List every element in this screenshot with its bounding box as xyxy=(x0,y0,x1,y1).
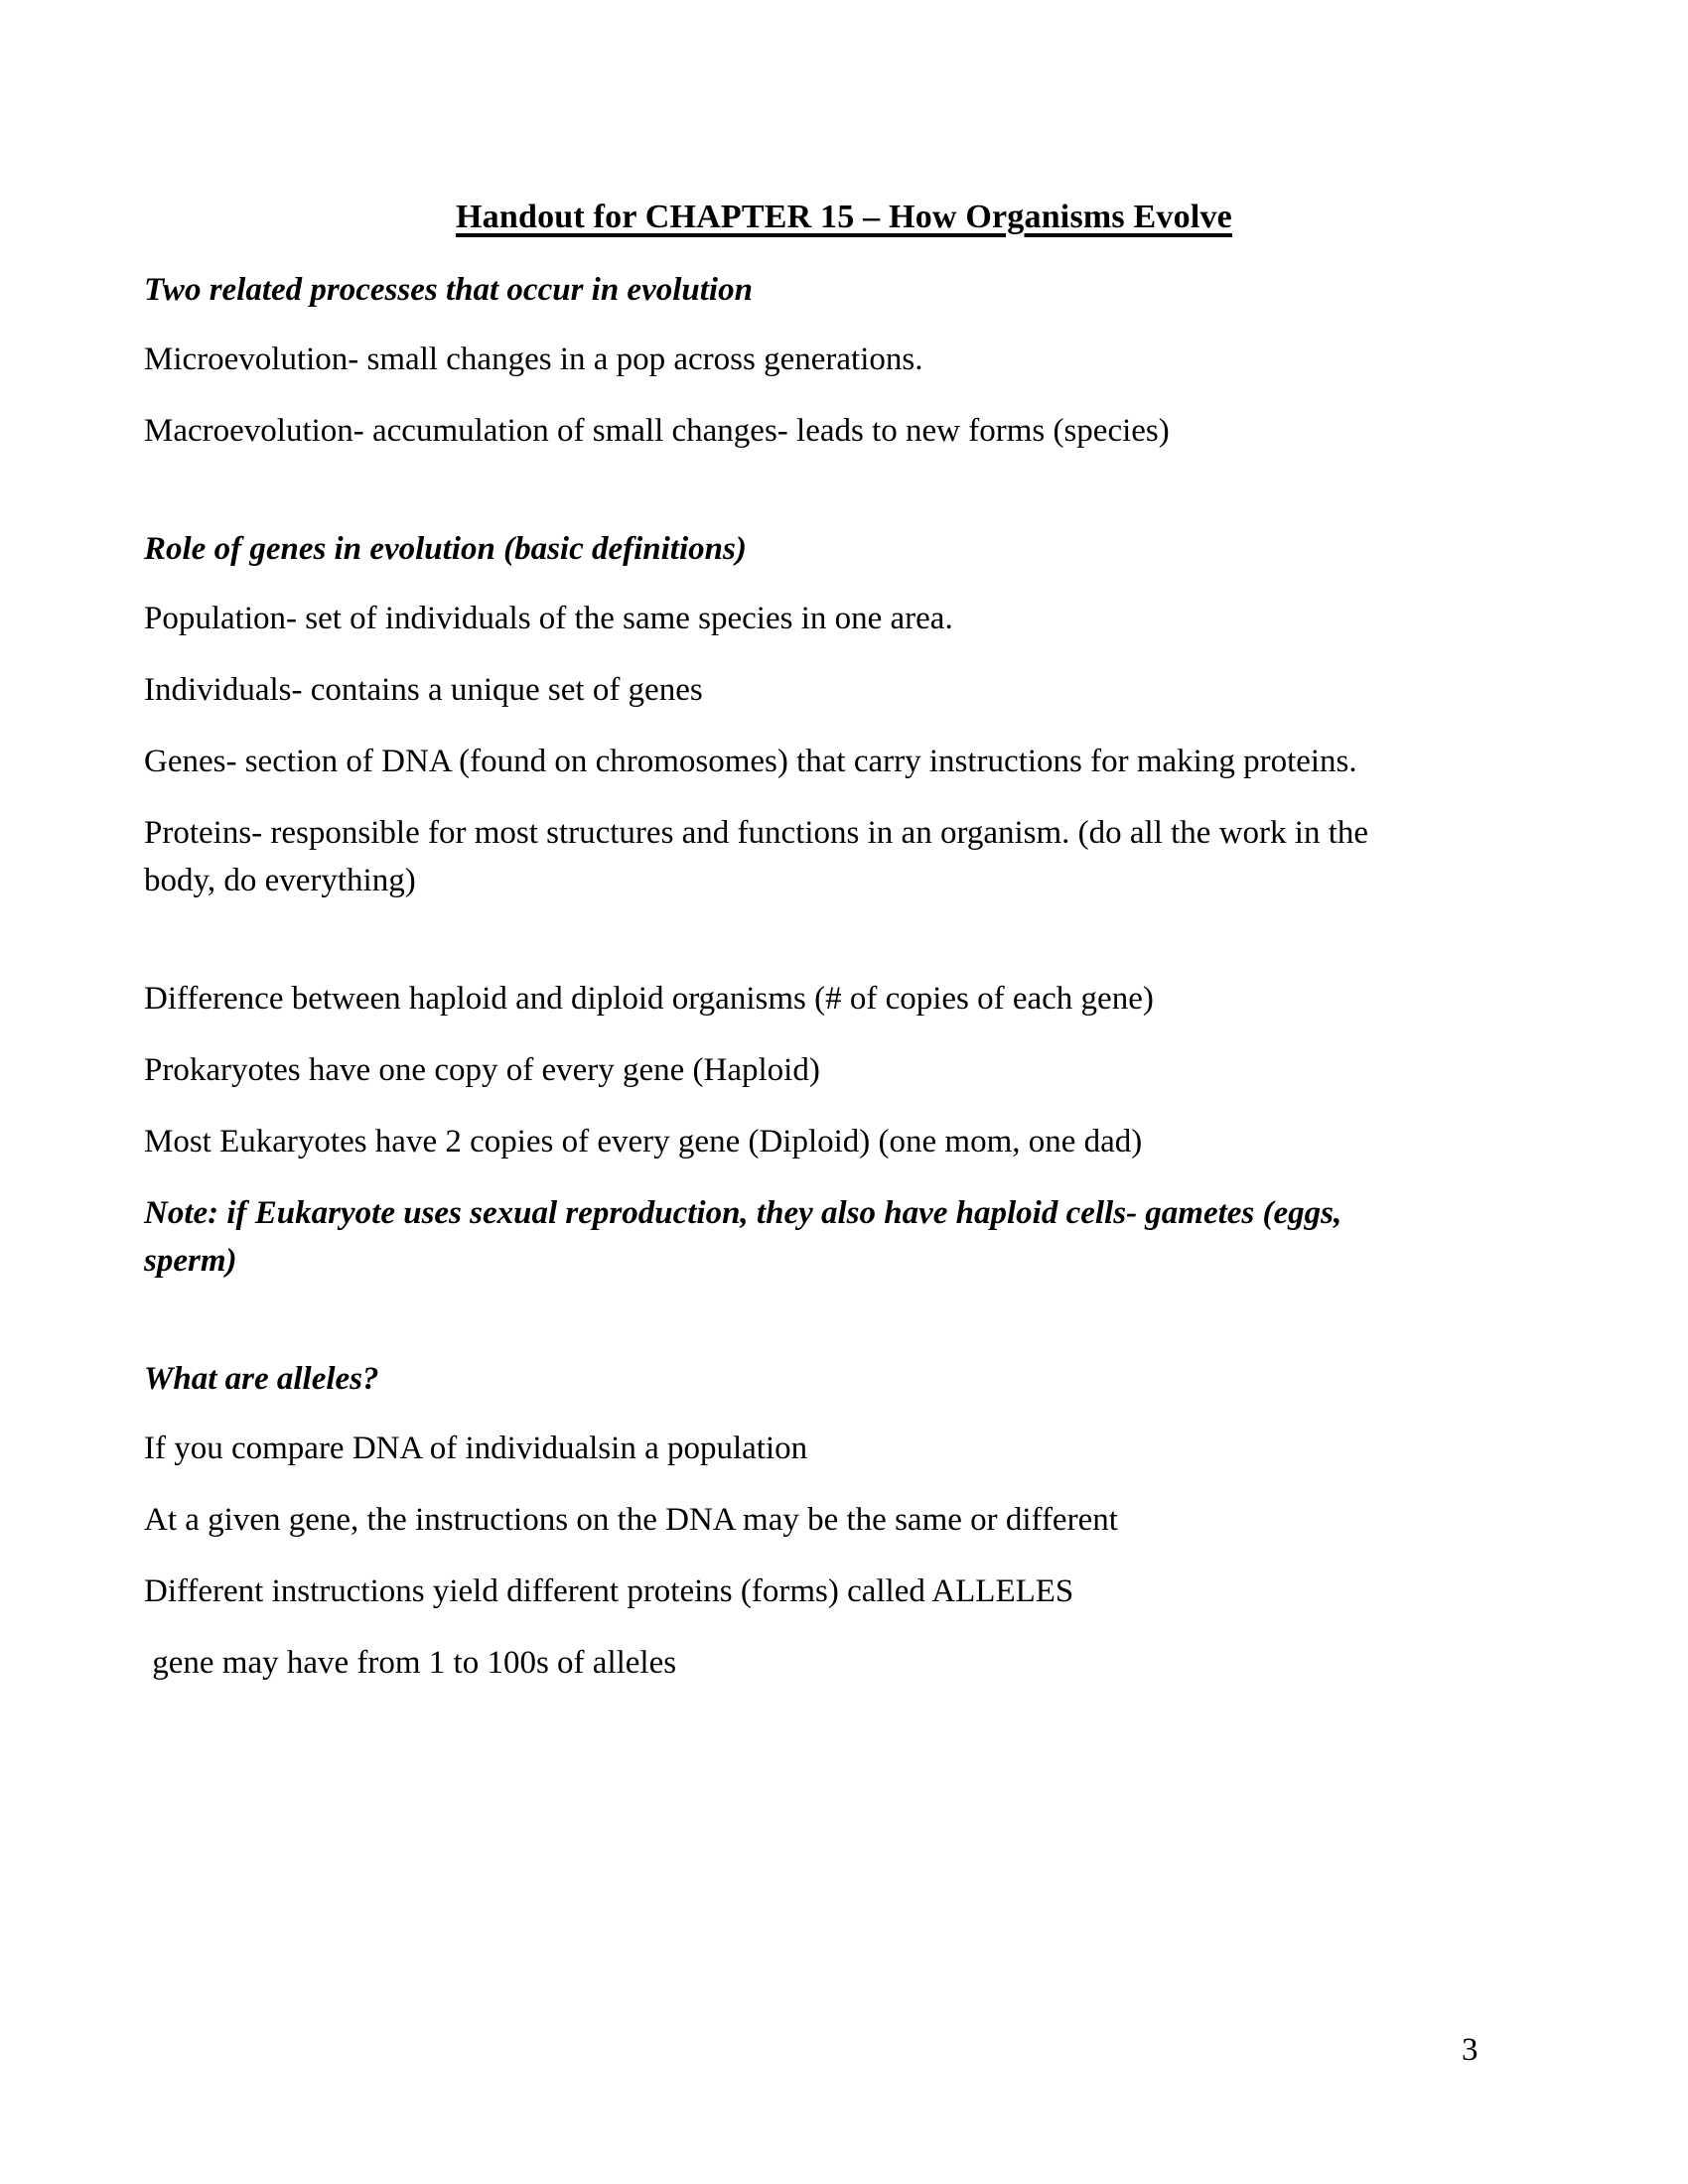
paragraph-line: body, do everything) xyxy=(144,863,416,898)
paragraph-prokaryotes xyxy=(144,1046,1628,1094)
section-two-related-processes xyxy=(144,266,1628,455)
paragraph-different-instructions xyxy=(144,1568,1628,1615)
paragraph-line: Prokaryotes have one copy of every gene (Haploid) xyxy=(144,1052,820,1088)
page-number: 3 xyxy=(1462,2032,1478,2068)
paragraph-line: If you compare DNA of individualsin a population xyxy=(144,1431,808,1466)
paragraph-line: sperm) xyxy=(144,1243,237,1279)
paragraph-line: Difference between haploid and diploid organisms (# of copies of each gene) xyxy=(144,981,1154,1017)
paragraph-line: Proteins- responsible for most structures and functions in an organism. (do all the work in the xyxy=(144,815,1369,851)
paragraph-line: Genes- section of DNA (found on chromosomes) that carry instructions for making proteins. xyxy=(144,744,1357,779)
paragraph-line: Most Eukaryotes have 2 copies of every gene (Diploid) (one mom, one dad) xyxy=(144,1124,1143,1160)
paragraph-proteins xyxy=(144,809,1628,904)
paragraph-microevolution xyxy=(144,336,1628,383)
paragraph-compare-dna xyxy=(144,1425,1628,1472)
paragraph-line: Population- set of individuals of the same species in one area. xyxy=(144,601,953,636)
paragraph-line: Individuals- contains a unique set of genes xyxy=(144,672,703,708)
paragraph-line: gene may have from 1 to 100s of alleles xyxy=(144,1645,677,1681)
paragraph-individuals xyxy=(144,666,1628,714)
section-heading: Two related processes that occur in evolution xyxy=(144,272,753,308)
paragraph-difference xyxy=(144,975,1628,1023)
paragraph-line: Microevolution- small changes in a pop across generations. xyxy=(144,341,923,377)
paragraph-genes xyxy=(144,738,1628,785)
paragraph-gene-alleles-count xyxy=(144,1639,1628,1687)
paragraph-line: Macroevolution- accumulation of small changes- leads to new forms (species) xyxy=(144,413,1170,449)
paragraph-line: Different instructions yield different proteins (forms) called ALLELES xyxy=(144,1573,1074,1609)
paragraph-population xyxy=(144,595,1628,642)
section-what-are-alleles xyxy=(144,1355,1628,1687)
paragraph-eukaryotes xyxy=(144,1118,1628,1165)
section-role-of-genes xyxy=(144,525,1628,904)
paragraph-line: At a given gene, the instructions on the DNA may be the same or different xyxy=(144,1502,1118,1538)
paragraph-macroevolution xyxy=(144,407,1628,455)
section-heading: Role of genes in evolution (basic definitions) xyxy=(144,531,747,567)
paragraph-line: Note: if Eukaryote uses sexual reproduction, they also have haploid cells- gametes (eggs, xyxy=(144,1195,1342,1231)
section-haploid-diploid xyxy=(144,975,1628,1285)
page-title: Handout for CHAPTER 15 – How Organisms Evolve xyxy=(456,199,1232,235)
paragraph-note-gametes xyxy=(144,1189,1628,1285)
section-heading: What are alleles? xyxy=(144,1361,379,1397)
paragraph-given-gene xyxy=(144,1496,1628,1544)
